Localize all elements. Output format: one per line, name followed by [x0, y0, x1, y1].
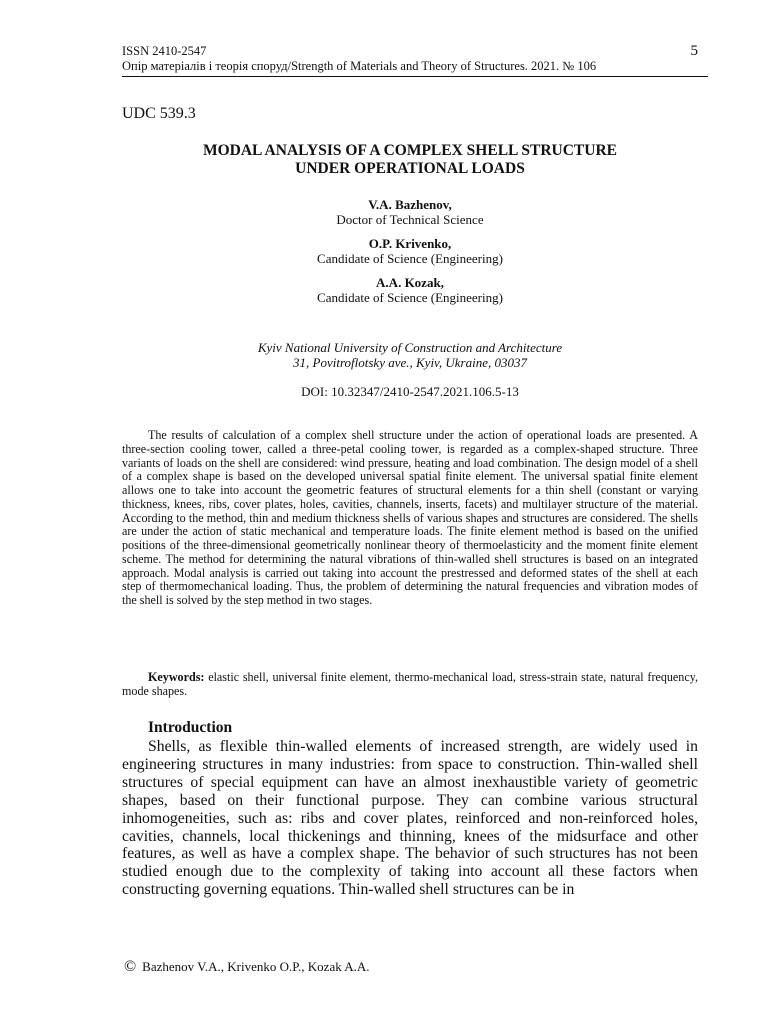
author-name: A.A. Kozak, — [376, 275, 444, 290]
keywords — [122, 671, 698, 699]
copyright-icon: © — [124, 958, 137, 975]
running-header — [122, 44, 708, 74]
udc-code: UDC 539.3 — [122, 105, 196, 122]
author-entry — [122, 236, 698, 266]
abstract: The results of calculation of a complex shell structure under the action of operational loads are presented. A three-section cooling tower, called a three-petal cooling tower, is regarded as a complex-shaped structure. Three variants of loads on the shell are considered: wind pressure, heating and load combination. The design model of a shell of a complex shape is based on the developed universal spatial finite element. The universal spatial finite element allows one to take into account the geometric features of structural elements for a thin shell (constant or varying thickness, knees, ribs, cover plates, holes, cavities, channels, inserts, facets) and multilayer structure of the material. According to the method, thin and medium thickness shells of various shapes and structures are considered. The shells are under the action of static mechanical and temperature loads. The finite element method is based on the unified positions of the three-dimensional geometrically nonlinear theory of thermoelasticity and the moment finite element scheme. The method for determining the natural vibrations of thin-walled shell structures is based on an integrated approach. Modal analysis is carried out taking into account the prestressed and deformed states of the shell at each step of thermomechanical loading. Thus, the problem of determining the natural frequencies and vibration modes of the shell is solved by the step method in two stages. — [122, 428, 698, 607]
page-number: 5 — [690, 43, 698, 59]
author-entry — [122, 197, 698, 227]
author-list — [122, 197, 698, 314]
copyright-notice — [124, 958, 370, 976]
doi: DOI: 10.32347/2410-2547.2021.106.5-13 — [301, 384, 519, 399]
author-name: V.A. Bazhenov, — [368, 197, 452, 212]
issn: ISSN 2410-2547 — [122, 44, 207, 58]
author-degree: Doctor of Technical Science — [336, 212, 484, 227]
journal-title: Опір матеріалів і теорія споруд/Strength of Materials and Theory of Structures. 2021. № 106 — [122, 59, 597, 73]
author-name: O.P. Krivenko, — [368, 236, 452, 251]
keywords-text: elastic shell, universal finite element, thermo-mechanical load, stress-strain state, natural frequency, mode shapes. — [122, 670, 698, 698]
author-entry — [122, 275, 698, 305]
title-line-1: MODAL ANALYSIS OF A COMPLEX SHELL STRUCTURE — [202, 142, 617, 159]
introduction-paragraph: Shells, as flexible thin-walled elements of increased strength, are widely used in engineering structures in many industries: from space to construction. Thin-walled shell structures of special equipment can have an almost inexhaustible variety of geometric shapes, based on their functional purpose. They can combine various structural inhomogeneities, such as: ribs and cover plates, reinforced and non-reinforced holes, cavities, channels, local thickenings and thinning, knees of the midsurface and other features, as well as have a complex shape. The behavior of such structures has not been studied enough due to the complexity of taking into account all these factors when constructing governing equations. Thin-walled shell structures can be in — [122, 738, 698, 899]
header-divider — [122, 76, 708, 77]
author-degree: Candidate of Science (Engineering) — [317, 251, 503, 266]
title-line-2: UNDER OPERATIONAL LOADS — [295, 160, 525, 177]
keywords-label: Keywords: — [148, 670, 205, 684]
paper-title — [122, 142, 698, 178]
copyright-holders: Bazhenov V.A., Krivenko O.P., Kozak A.A. — [142, 959, 370, 974]
affiliation-institution: Kyiv National University of Construction and Architecture — [257, 340, 563, 355]
affiliation — [122, 340, 698, 370]
section-heading-introduction: Introduction — [148, 719, 233, 736]
author-degree: Candidate of Science (Engineering) — [317, 290, 503, 305]
affiliation-address: 31, Povitroflotsky ave., Kyiv, Ukraine, 03037 — [293, 355, 527, 370]
